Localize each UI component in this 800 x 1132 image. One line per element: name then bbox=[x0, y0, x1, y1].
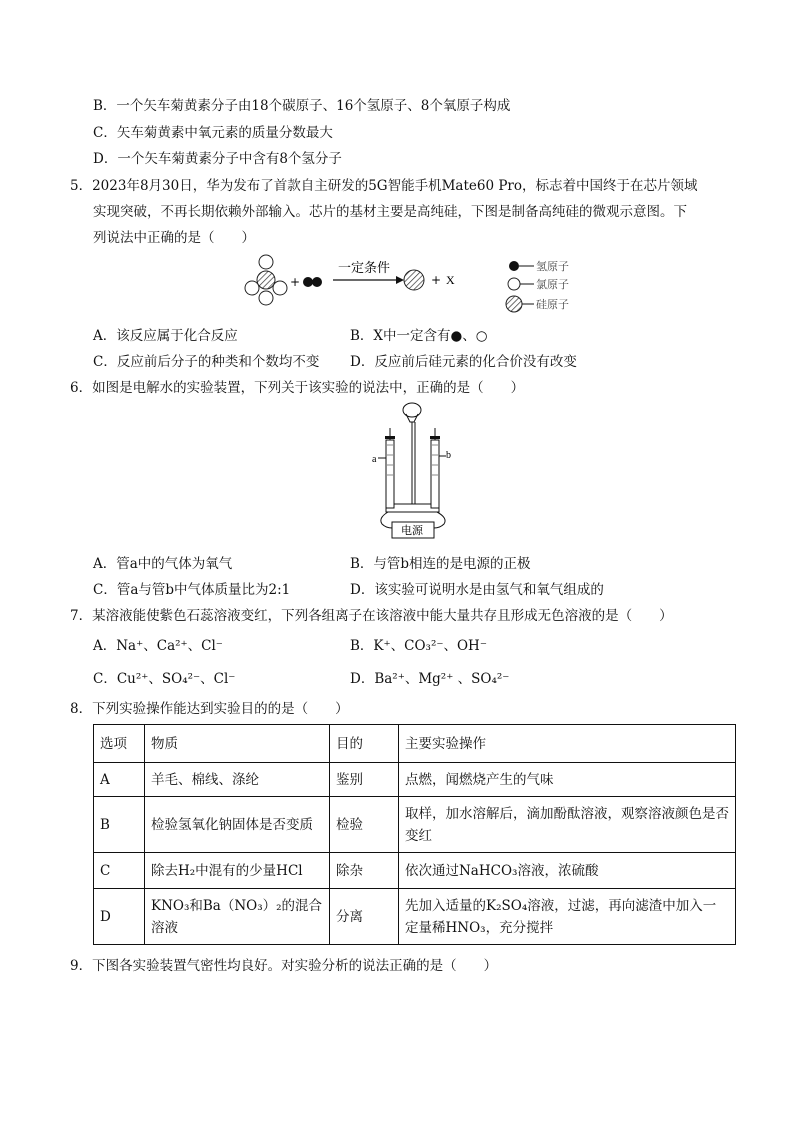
q7-option-d: D．Ba²⁺、Mg²⁺ 、SO₄²⁻ bbox=[350, 671, 510, 687]
product-x: X bbox=[446, 273, 455, 287]
cell-operation: 取样，加水溶解后，滴加酚酞溶液，观察溶液颜色是否变红 bbox=[399, 797, 736, 853]
power-source-label: 电源 bbox=[401, 525, 423, 537]
si-atom bbox=[404, 270, 424, 290]
q7-stem: 7．某溶液能使紫色石蕊溶液变红，下列各组离子在该溶液中能大量共存且形成无色溶液的是（ ） bbox=[70, 608, 673, 624]
q4-option-d: D．一个矢车菊黄素分子中含有8个氢分子 bbox=[93, 151, 342, 167]
cell-operation: 点燃，闻燃烧产生的气味 bbox=[399, 763, 736, 797]
cell-purpose: 鉴别 bbox=[330, 763, 399, 797]
cell-purpose: 检验 bbox=[330, 797, 399, 853]
q4-option-b: B．一个矢车菊黄素分子由18个碳原子、16个氢原子、8个氧原子构成 bbox=[93, 98, 511, 114]
cell-substance: 除去H₂中混有的少量HCl bbox=[145, 853, 330, 889]
cell-option: B bbox=[94, 797, 145, 853]
cell-option: D bbox=[94, 889, 145, 945]
q6-option-c: C．管a与管b中气体质量比为2:1 bbox=[93, 582, 291, 598]
q4-option-c: C．矢车菊黄素中氧元素的质量分数最大 bbox=[93, 125, 333, 141]
label-tube-a: a bbox=[372, 454, 377, 465]
legend-hydrogen: 氢原子 bbox=[536, 261, 569, 273]
q7-option-a: A．Na⁺、Ca²⁺、Cl⁻ bbox=[93, 638, 223, 654]
table-row bbox=[94, 889, 736, 945]
q5-option-d: D．反应前后硅元素的化合价没有改变 bbox=[350, 354, 577, 370]
cell-purpose: 分离 bbox=[330, 889, 399, 945]
q5-option-b: B．X中一定含有●、○ bbox=[350, 328, 488, 344]
legend-silicon: 硅原子 bbox=[536, 299, 569, 311]
h2-molecule bbox=[303, 277, 322, 287]
cell-substance: KNO₃和Ba（NO₃）₂的混合溶液 bbox=[145, 889, 330, 945]
header-substance: 物质 bbox=[145, 725, 330, 763]
header-purpose: 目的 bbox=[330, 725, 399, 763]
q5-option-a: A．该反应属于化合反应 bbox=[93, 328, 238, 344]
q5-option-c: C．反应前后分子的种类和个数均不变 bbox=[93, 354, 320, 370]
cell-option: C bbox=[94, 853, 145, 889]
table-row bbox=[94, 763, 736, 797]
legend-chlorine: 氯原子 bbox=[536, 279, 569, 291]
table-header-row bbox=[94, 725, 736, 763]
q9-stem: 9．下图各实验装置气密性均良好。对实验分析的说法正确的是（ ） bbox=[70, 958, 498, 974]
q6-option-d: D．该实验可说明水是由氢气和氧气组成的 bbox=[350, 582, 604, 598]
experiment-table bbox=[93, 724, 736, 945]
q5-stem-line2: 实现突破，不再长期依赖外部输入。芯片的基材主要是高纯硅，下图是制备高纯硅的微观示意图。下 bbox=[93, 204, 687, 220]
header-option: 选项 bbox=[94, 725, 145, 763]
q7-option-c: C．Cu²⁺、SO₄²⁻、Cl⁻ bbox=[93, 671, 236, 687]
cell-substance: 羊毛、棉线、涤纶 bbox=[145, 763, 330, 797]
q6-stem: 6．如图是电解水的实验装置，下列关于该实验的说法中，正确的是（ ） bbox=[70, 380, 525, 396]
q6-option-b: B．与管b相连的是电源的正极 bbox=[350, 556, 531, 572]
q6-option-a: A．管a中的气体为氧气 bbox=[93, 556, 233, 572]
q7-option-b: B．K⁺、CO₃²⁻、OH⁻ bbox=[350, 638, 487, 654]
label-tube-b: b bbox=[446, 450, 451, 461]
plus-sign-2: + bbox=[431, 273, 442, 287]
cell-operation: 先加入适量的K₂SO₄溶液，过滤，再向滤渣中加入一定量稀HNO₃，充分搅拌 bbox=[399, 889, 736, 945]
cell-operation: 依次通过NaHCO₃溶液，浓硫酸 bbox=[399, 853, 736, 889]
electrolysis-apparatus bbox=[368, 400, 458, 545]
q8-stem: 8．下列实验操作能达到实验目的的是（ ） bbox=[70, 701, 349, 717]
q5-stem-line1: 5．2023年8月30日，华为发布了首款自主研发的5G智能手机Mate60 Pro，标志着中国终于在芯片领域 bbox=[70, 178, 698, 194]
sicl4-molecule bbox=[245, 255, 287, 305]
cell-substance: 检验氢氧化钠固体是否变质 bbox=[145, 797, 330, 853]
q5-stem-line3: 列说法中正确的是（ ） bbox=[93, 230, 255, 246]
table-row bbox=[94, 853, 736, 889]
reaction-diagram bbox=[238, 250, 598, 320]
table-row bbox=[94, 797, 736, 853]
reaction-condition: 一定条件 bbox=[338, 260, 391, 275]
cell-option: A bbox=[94, 763, 145, 797]
header-operation: 主要实验操作 bbox=[399, 725, 736, 763]
cell-purpose: 除杂 bbox=[330, 853, 399, 889]
plus-sign-1: + bbox=[290, 275, 301, 289]
